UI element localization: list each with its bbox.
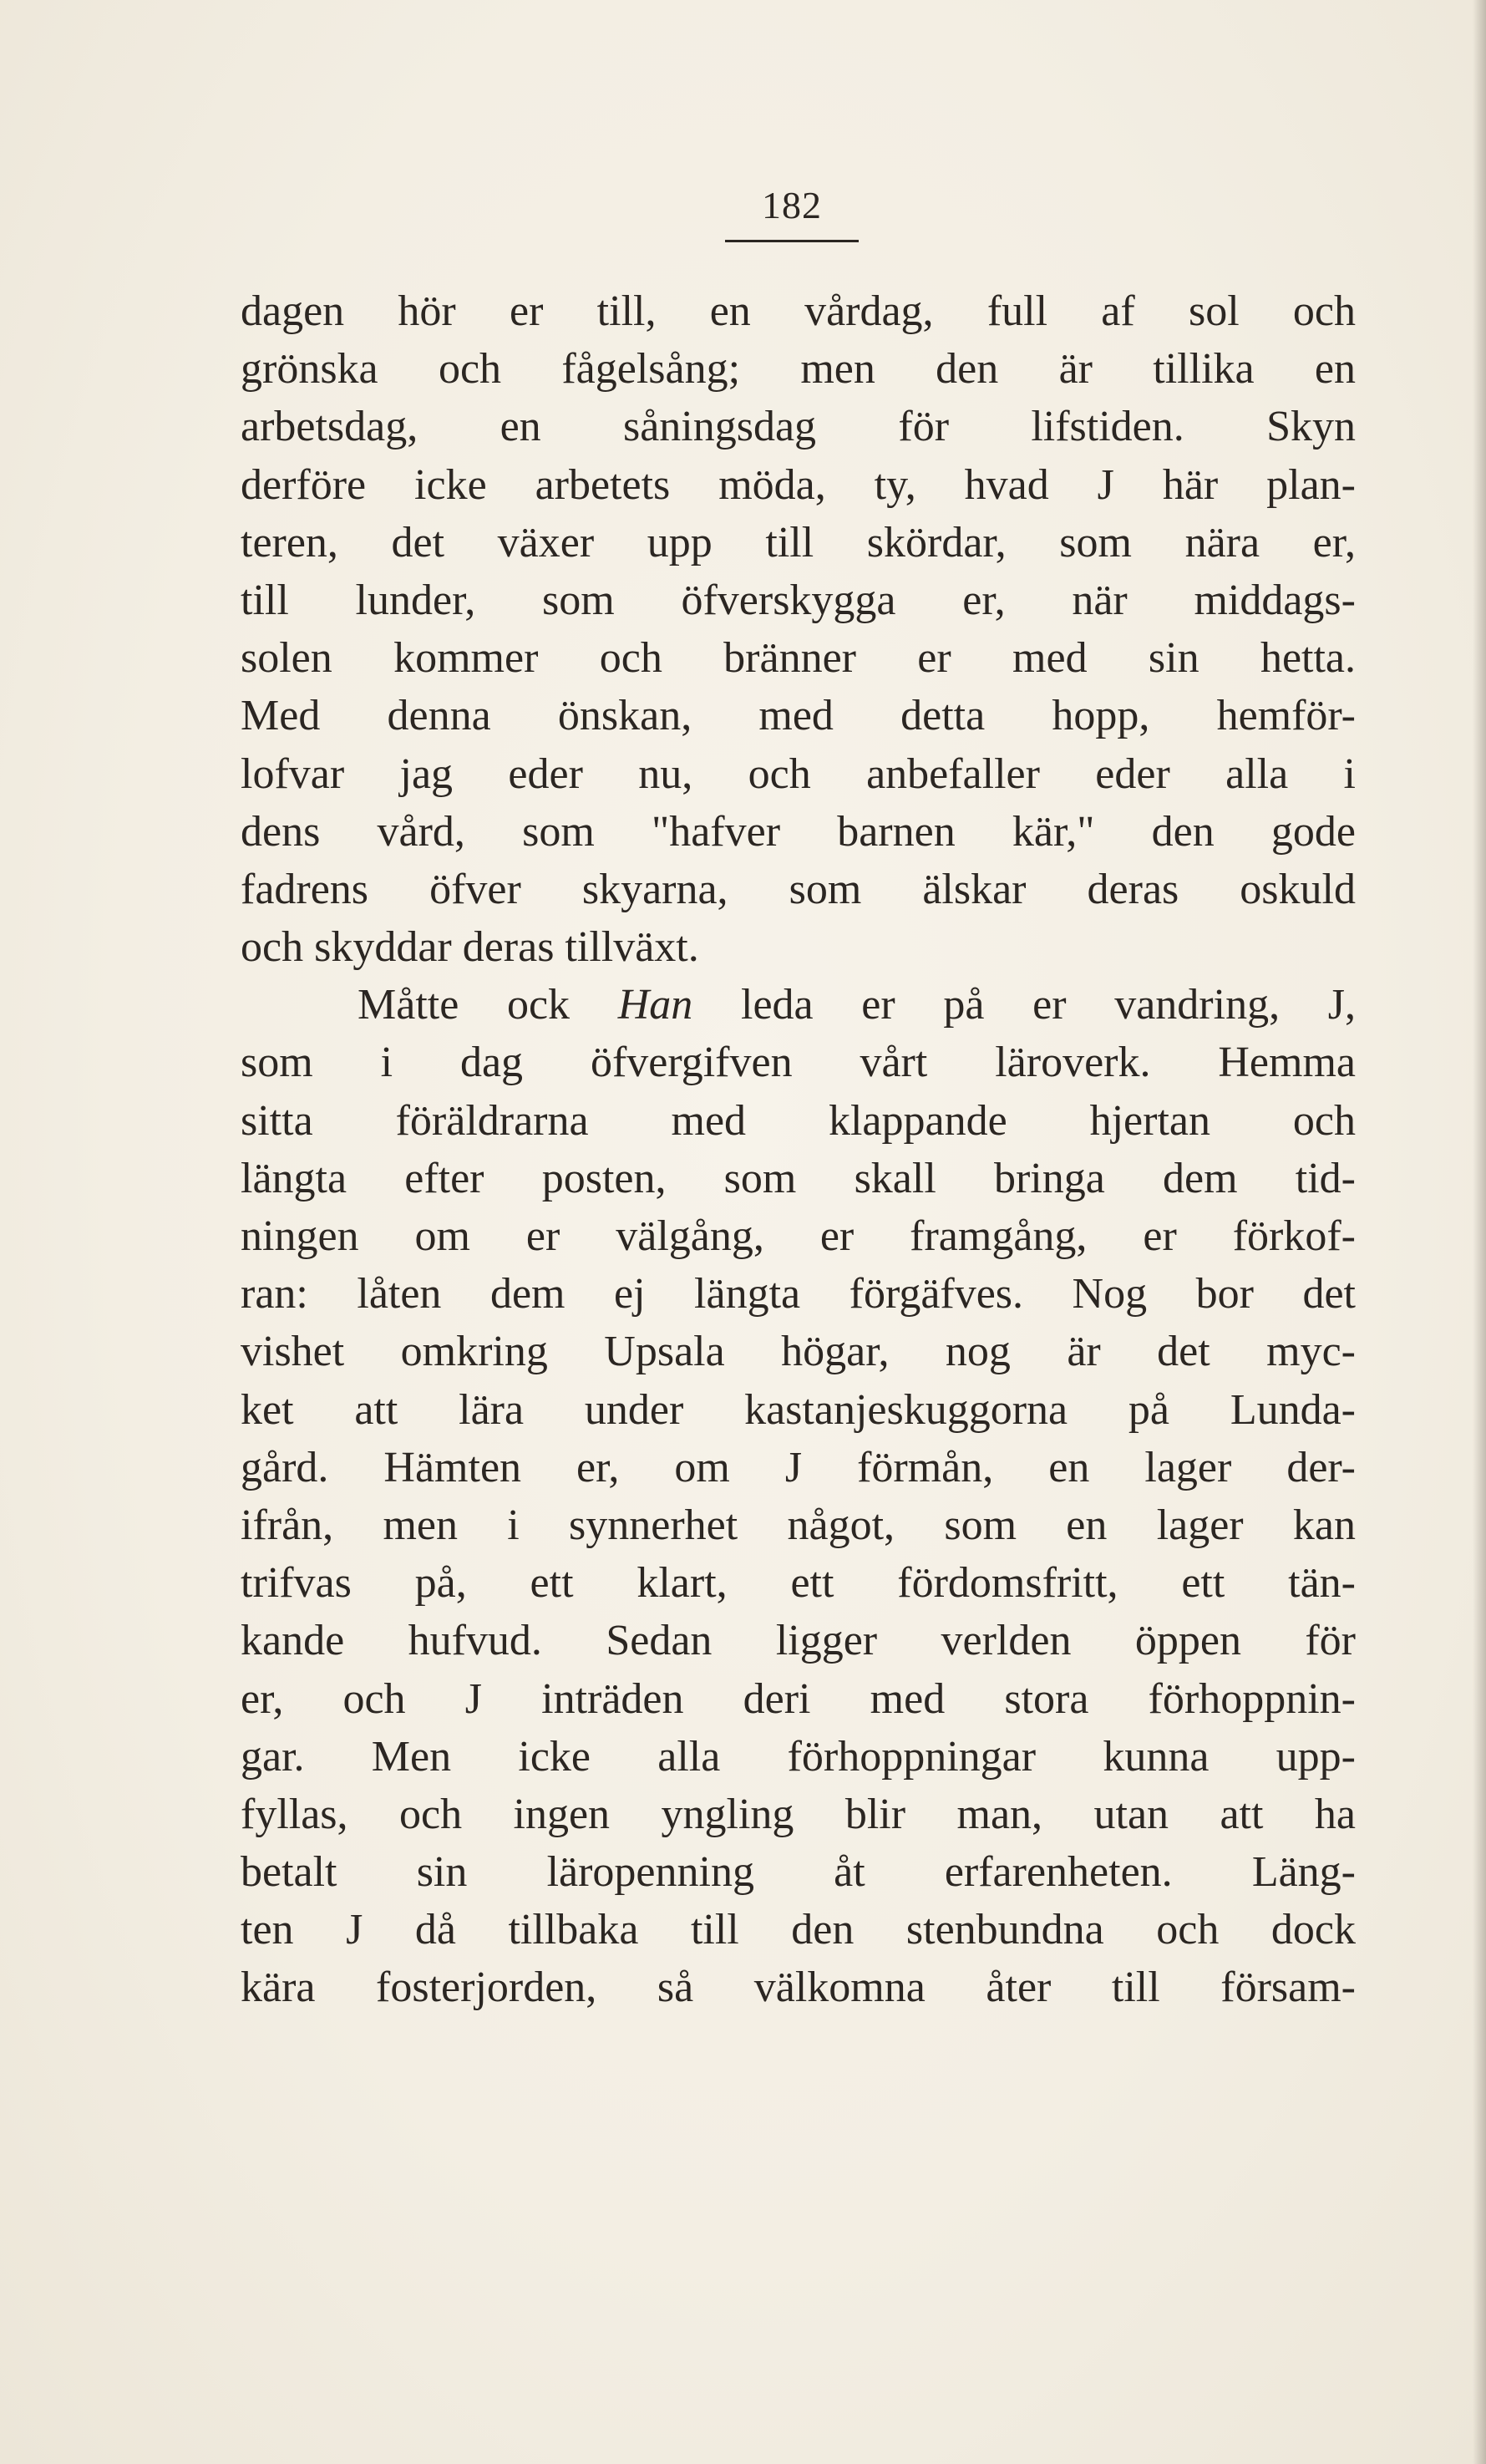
text-line-13 [241, 976, 1356, 1034]
text-line-7: solen kommer och bränner er med sin hetta. [241, 634, 1356, 683]
text-line-6: till lunder, som öfverskygga er, när middags- [241, 576, 1356, 624]
text-line-22: ifrån, men i synnerhet något, som en lager kan [241, 1501, 1356, 1549]
text-line-19: vishet omkring Upsala högar, nog är det myc- [241, 1328, 1356, 1376]
text-line-14: som i dag öfvergifven vårt läroverk. Hemma [241, 1039, 1356, 1087]
page-number-container [725, 182, 859, 229]
text-line-5: teren, det växer upp till skördar, som nära er, [241, 518, 1356, 566]
text-line-16: längta efter posten, som skall bringa dem tid- [241, 1154, 1356, 1202]
text-line-26: gar. Men icke alla förhoppningar kunna upp- [241, 1732, 1356, 1781]
text-line-10: dens vård, som "hafver barnen kär," den gode [241, 807, 1356, 856]
text-line-3: arbetsdag, en såningsdag för lifstiden. Skyn [241, 403, 1356, 451]
text-line-4: derföre icke arbetets möda, ty, hvad J här plan- [241, 460, 1356, 509]
text-line-25: er, och J inträden deri med stora förhoppnin- [241, 1674, 1356, 1723]
text-line-11: fadrens öfver skyarna, som älskar deras oskuld [241, 865, 1356, 913]
text-line-28: betalt sin läropenning åt erfarenheten. Läng- [241, 1848, 1356, 1897]
text-line-8: Med denna önskan, med detta hopp, hemför- [241, 692, 1356, 740]
text-line-13-end: leda er på er vandring, J, [692, 981, 1356, 1029]
page-number-rule [725, 240, 859, 242]
text-line-21: gård. Hämten er, om J förmån, en lager der- [241, 1443, 1356, 1491]
text-line-30: kära fosterjorden, så välkomna åter till försam- [241, 1964, 1356, 2012]
page-number: 182 [762, 184, 822, 226]
text-line-15: sitta föräldrarna med klappande hjertan och [241, 1096, 1356, 1145]
text-line-20: ket att lära under kastanjeskuggorna på Lunda- [241, 1385, 1356, 1434]
body-text [241, 282, 1356, 2017]
text-line-29: ten J då tillbaka till den stenbundna och dock [241, 1906, 1356, 1954]
text-line-9: lofvar jag eder nu, och anbefaller eder alla i [241, 749, 1356, 798]
text-line-12: och skyddar deras tillväxt. [241, 923, 699, 972]
text-line-13-start: Måtte ock [358, 981, 618, 1029]
text-line-1: dagen hör er till, en vårdag, full af sol och [241, 287, 1356, 335]
text-line-23: trifvas på, ett klart, ett fördomsfritt, ett tän- [241, 1559, 1356, 1608]
page-edge-shadow [1473, 0, 1486, 2464]
text-line-2: grönska och fågelsång; men den är tillika en [241, 345, 1356, 394]
text-line-18: ran: låten dem ej längta förgäfves. Nog bor det [241, 1270, 1356, 1318]
text-line-27: fyllas, och ingen yngling blir man, utan att ha [241, 1790, 1356, 1838]
text-line-17: ningen om er välgång, er framgång, er förkof- [241, 1212, 1356, 1260]
italic-han: Han [617, 981, 693, 1029]
text-line-24: kande hufvud. Sedan ligger verlden öppen för [241, 1617, 1356, 1665]
